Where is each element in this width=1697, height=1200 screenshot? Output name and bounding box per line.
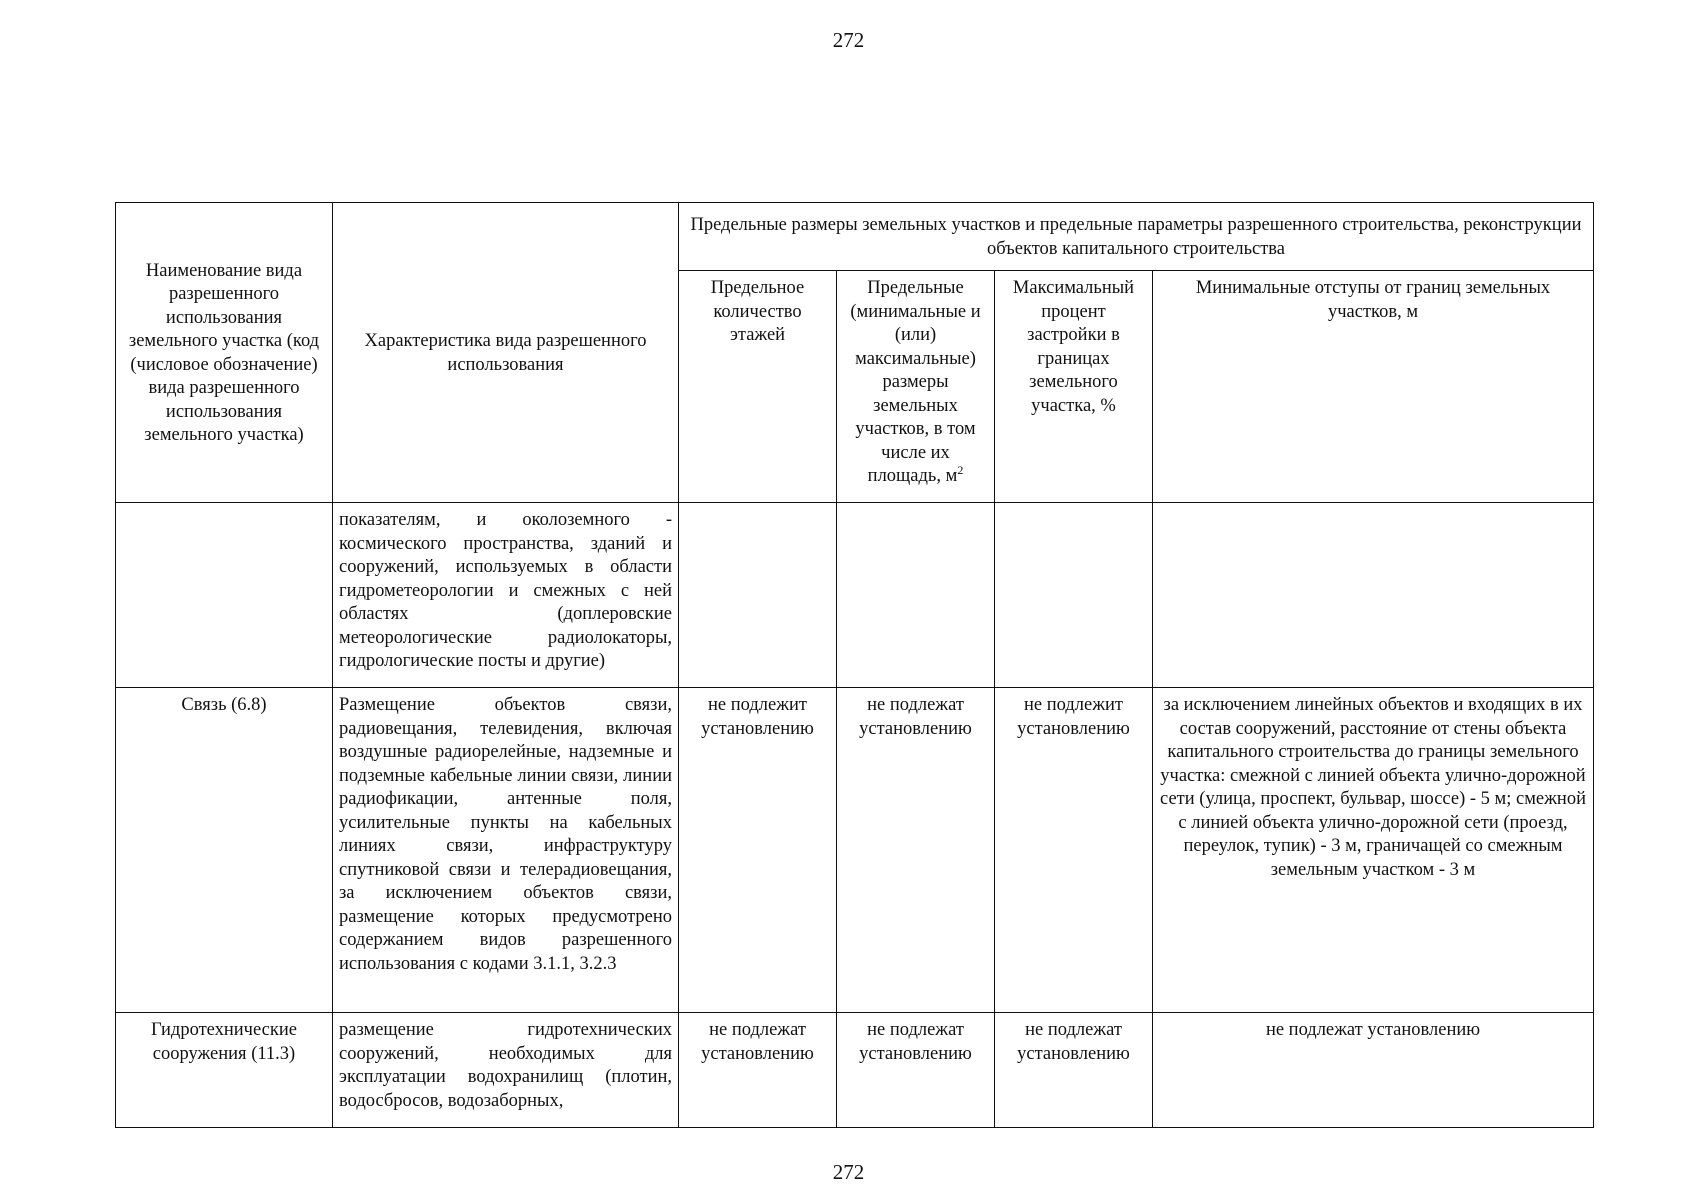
cell-setbacks <box>1153 503 1594 688</box>
header-plot-sizes-text: Предельные (минимальные и (или) максимальные) размеры земельных участков, в том числе их площадь, м <box>850 278 981 486</box>
header-build-percent: Максимальный процент застройки в границах земельного участка, % <box>995 271 1153 503</box>
cell-use-name: Гидротехнические сооружения (11.3) <box>116 1013 333 1128</box>
cell-use-characteristic: Размещение объектов связи, радиовещания, телевидения, включая воздушные радиорелейные, надземные и подземные кабельные линии связи, линии радиофикации, антенные поля, усилительные пункты на кабельных линиях связи, инфраструктуру спутниковой связи и телерадиовещания, за исключением объектов связи, размещение которых предусмотрено содержанием видов разрешенного использования с кодами 3.1.1, 3.2.3 <box>333 688 679 1013</box>
cell-use-name <box>116 503 333 688</box>
table-row <box>116 1013 1594 1128</box>
header-plot-sizes <box>837 271 995 503</box>
cell-plot-sizes: не подлежат установлению <box>837 688 995 1013</box>
header-row-1 <box>116 203 1594 271</box>
cell-floors: не подлежат установлению <box>679 1013 837 1128</box>
table-row <box>116 503 1594 688</box>
header-use-name: Наименование вида разрешенного использования земельного участка (код (числовое обозначение) вида разрешенного использования земельного участка) <box>116 203 333 503</box>
cell-setbacks: не подлежат установлению <box>1153 1013 1594 1128</box>
header-plot-sizes-superscript: 2 <box>957 462 964 477</box>
cell-floors <box>679 503 837 688</box>
cell-build-percent: не подлежат установлению <box>995 1013 1153 1128</box>
page-number-bottom: 272 <box>832 1160 865 1184</box>
header-limit-parameters: Предельные размеры земельных участков и предельные параметры разрешенного строительства, реконструкции объектов капитального строительства <box>679 203 1594 271</box>
cell-floors: не подлежит установлению <box>679 688 837 1013</box>
page-number-top: 272 <box>832 28 865 52</box>
cell-use-characteristic: показателям, и околоземного - космического пространства, зданий и сооружений, используемых в области гидрометеорологии и смежных с ней областях (доплеровские метеорологические радиолокаторы, гидрологические посты и другие) <box>333 503 679 688</box>
cell-use-characteristic: размещение гидротехнических сооружений, необходимых для эксплуатации водохранилищ (плотин, водосбросов, водозаборных, <box>333 1013 679 1128</box>
header-floors: Предельное количество этажей <box>679 271 837 503</box>
cell-build-percent: не подлежит установлению <box>995 688 1153 1013</box>
land-use-regulations-table <box>115 202 1594 1128</box>
cell-plot-sizes <box>837 503 995 688</box>
table-row <box>116 688 1594 1013</box>
header-use-characteristic: Характеристика вида разрешенного использования <box>333 203 679 503</box>
cell-use-name: Связь (6.8) <box>116 688 333 1013</box>
cell-plot-sizes: не подлежат установлению <box>837 1013 995 1128</box>
header-setbacks: Минимальные отступы от границ земельных участков, м <box>1153 271 1594 503</box>
cell-setbacks: за исключением линейных объектов и входящих в их состав сооружений, расстояние от стены объекта капитального строительства до границы земельного участка: смежной с линией объекта улично-дорожной сети (улица, проспект, бульвар, шоссе) - 5 м; смежной с линией объекта улично-дорожной сети (проезд, переулок, тупик) - 3 м, граничащей со смежным земельным участком - 3 м <box>1153 688 1594 1013</box>
cell-build-percent <box>995 503 1153 688</box>
